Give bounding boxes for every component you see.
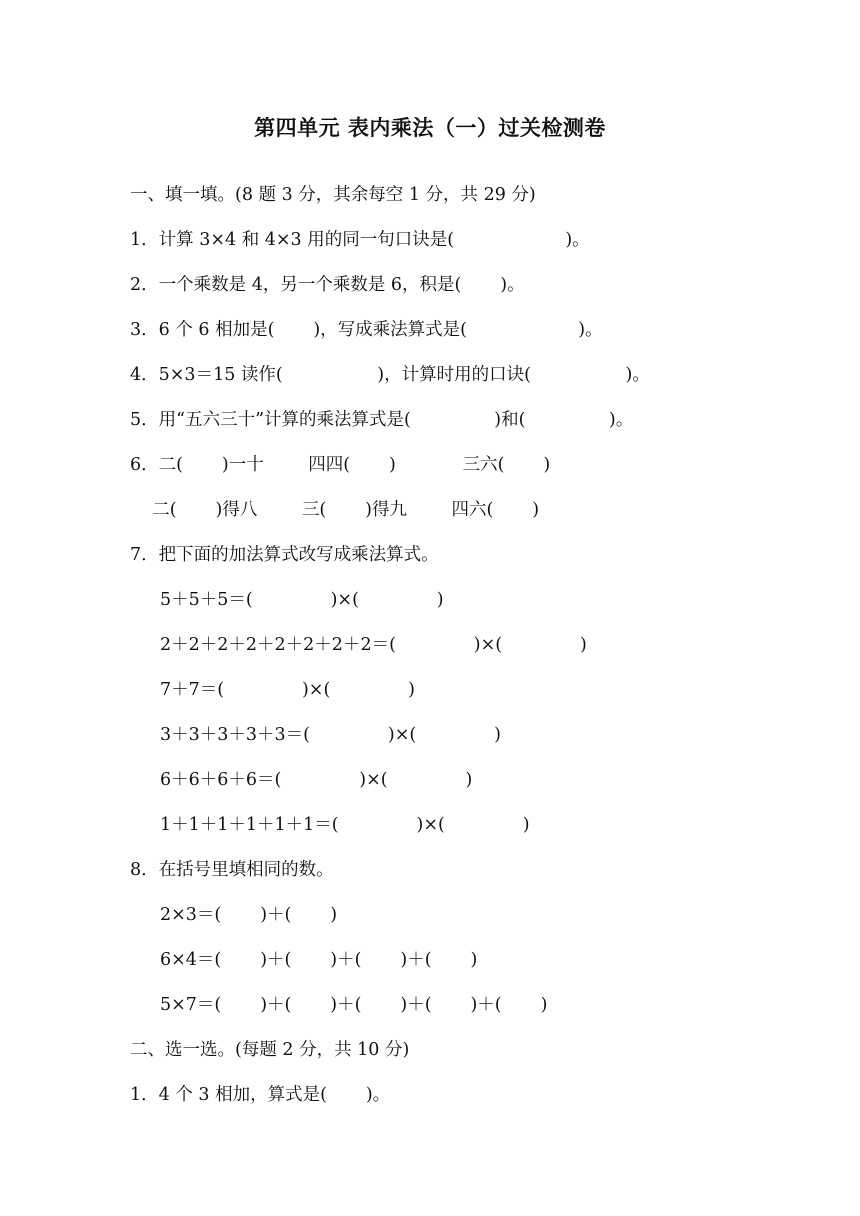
choice-question-1: 1．4 个 3 相加，算式是( )。 [130, 1085, 391, 1105]
question-8-item: 5×7＝( )＋( )＋( )＋( )＋( ) [160, 995, 548, 1015]
section-heading-fill-in: 一、填一填。(8 题 3 分，其余每空 1 分，共 29 分) [130, 185, 536, 205]
question-7-item: 2＋2＋2＋2＋2＋2＋2＋2＝( )×( ) [160, 635, 587, 655]
question-8-item: 2×3＝( )＋( ) [160, 905, 338, 925]
question-6-row-2: 二( )得八 三( )得九 四六( ) [130, 500, 540, 520]
section-heading-multiple-choice: 二、选一选。(每题 2 分，共 10 分) [130, 1040, 410, 1060]
question-7-item: 5＋5＋5＝( )×( ) [160, 590, 444, 610]
question-2: 2．一个乘数是 4，另一个乘数是 6，积是( )。 [130, 275, 525, 295]
question-7-item: 3＋3＋3＋3＋3＝( )×( ) [160, 725, 501, 745]
question-8: 8．在括号里填相同的数。 [130, 860, 334, 880]
question-4: 4．5×3＝15 读作( )，计算时用的口诀( )。 [130, 365, 650, 385]
question-1: 1．计算 3×4 和 4×3 用的同一句口诀是( )。 [130, 230, 590, 250]
page-title: 第四单元 表内乘法（一）过关检测卷 [254, 116, 606, 140]
question-8-item: 6×4＝( )＋( )＋( )＋( ) [160, 950, 478, 970]
question-5: 5．用“五六三十”计算的乘法算式是( )和( )。 [130, 410, 634, 430]
question-3: 3．6 个 6 相加是( )，写成乘法算式是( )。 [130, 320, 603, 340]
question-7-item: 1＋1＋1＋1＋1＋1＝( )×( ) [160, 815, 530, 835]
question-7-item: 6＋6＋6＋6＝( )×( ) [160, 770, 473, 790]
question-6-row-1: 6．二( )一十 四四( ) 三六( ) [130, 455, 551, 475]
question-7-item: 7＋7＝( )×( ) [160, 680, 415, 700]
question-7: 7．把下面的加法算式改写成乘法算式。 [130, 545, 439, 565]
